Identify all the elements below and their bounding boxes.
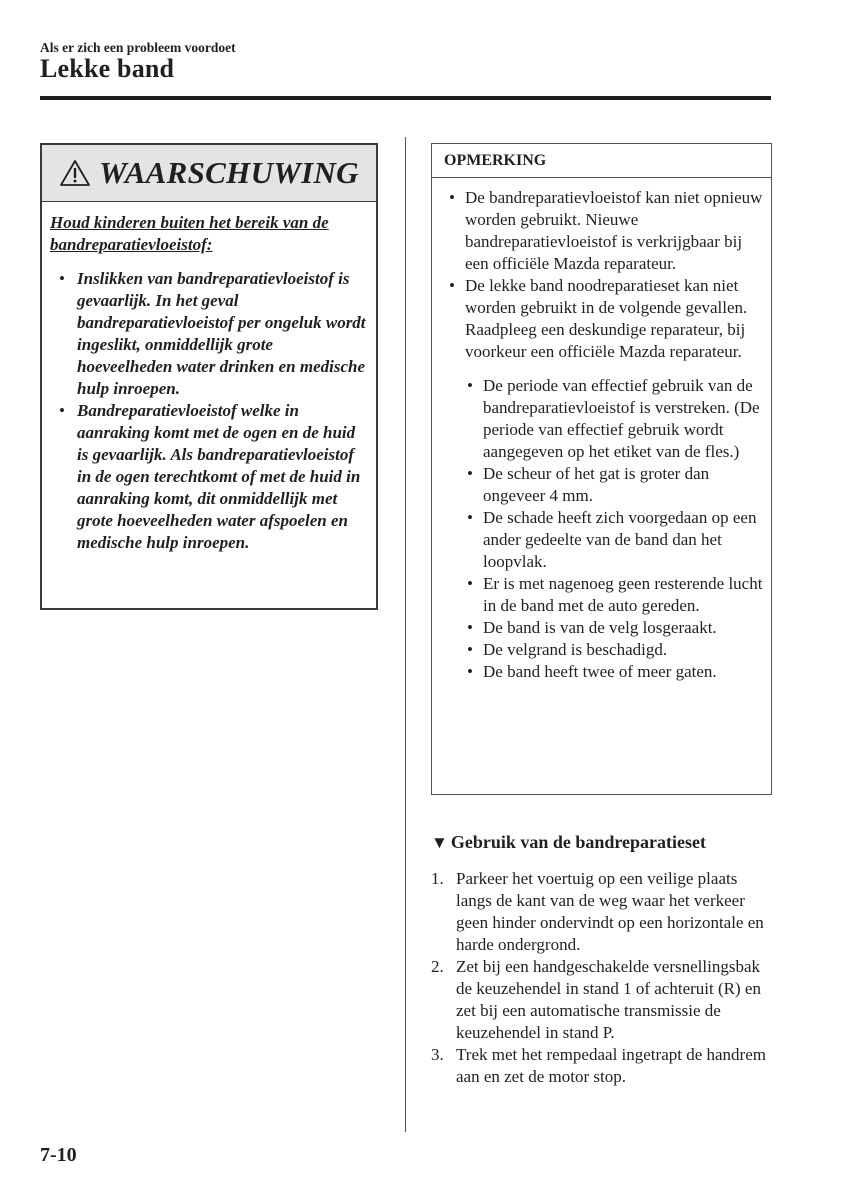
warning-triangle-icon <box>59 159 91 187</box>
column-divider <box>405 137 406 1132</box>
note-subitem <box>440 463 763 507</box>
note-item <box>440 187 763 275</box>
warning-body <box>42 202 376 554</box>
bullet-icon: • <box>449 188 455 207</box>
section-label: Als er zich een probleem voordoet <box>40 40 236 55</box>
note-subitem <box>440 573 763 617</box>
note-item-text: De bandreparatievloeistof kan niet opnieuw worden gebruikt. Nieuwe bandreparatievloeistof is verkrijgbaar bij een officiële Mazda reparateur. <box>465 188 763 273</box>
triangle-down-icon: ▼ <box>431 833 448 852</box>
note-item-continuation: Raadpleeg een deskundige reparateur, bij voorkeur een officiële Mazda reparateur. <box>465 320 746 361</box>
warning-lead: Houd kinderen buiten het bereik van de bandreparatievloeistof: <box>50 213 329 254</box>
page-title: Lekke band <box>40 54 175 83</box>
procedure-step <box>431 868 776 956</box>
procedure-step <box>431 1044 776 1088</box>
note-subitem <box>440 639 763 661</box>
bullet-icon: • <box>467 640 473 659</box>
note-subitem-text: Er is met nagenoeg geen resterende lucht in de band met de auto gereden. <box>483 574 763 615</box>
procedure-heading <box>431 832 706 853</box>
note-list <box>440 187 763 363</box>
note-subitem-text: De band heeft twee of meer gaten. <box>483 662 717 681</box>
bullet-icon: • <box>59 401 65 420</box>
warning-header <box>42 145 376 202</box>
step-number: 2. <box>431 957 444 976</box>
note-body <box>432 178 771 683</box>
bullet-icon: • <box>467 376 473 395</box>
bullet-icon: • <box>467 508 473 527</box>
page-number: 7-10 <box>40 1144 77 1166</box>
note-box <box>431 143 772 795</box>
procedure-step <box>431 956 776 1044</box>
warning-item-text: Inslikken van bandreparatievloeistof is gevaarlijk. In het geval bandreparatievloeistof per ongeluk wordt ingeslikt, onmiddellijk grote hoeveelheden water drinken en medische hulp inroepen. <box>77 269 366 398</box>
title-rule <box>40 96 771 100</box>
bullet-icon: • <box>467 662 473 681</box>
warning-list <box>50 268 368 554</box>
step-text: Zet bij een handgeschakelde versnellingsbak de keuzehendel in stand 1 of achteruit (R) en zet bij een automatische transmissie de keuzehendel in stand P. <box>456 957 761 1042</box>
note-subitem <box>440 507 763 573</box>
note-header: OPMERKING <box>432 144 771 178</box>
note-subitem-text: De schade heeft zich voorgedaan op een ander gedeelte van de band dan het loopvlak. <box>483 508 757 571</box>
note-item-text: De lekke band noodreparatieset kan niet worden gebruikt in de volgende gevallen. <box>465 276 748 317</box>
warning-title: WAARSCHUWING <box>99 155 359 190</box>
note-subitem <box>440 375 763 463</box>
note-subitem-text: De velgrand is beschadigd. <box>483 640 668 659</box>
step-text: Parkeer het voertuig op een veilige plaats langs de kant van de weg waar het verkeer geen hinder ondervindt op een horizontale en harde ondergrond. <box>456 869 764 954</box>
bullet-icon: • <box>59 269 65 288</box>
note-subitem-text: De band is van de velg losgeraakt. <box>483 618 717 637</box>
step-number: 1. <box>431 869 444 888</box>
note-sublist <box>440 375 763 683</box>
bullet-icon: • <box>467 618 473 637</box>
bullet-icon: • <box>449 276 455 295</box>
step-text: Trek met het rempedaal ingetrapt de handrem aan en zet de motor stop. <box>456 1045 766 1086</box>
warning-item <box>50 400 368 554</box>
note-subitem-text: De scheur of het gat is groter dan ongeveer 4 mm. <box>483 464 710 505</box>
warning-item-text: Bandreparatievloeistof welke in aanraking komt met de ogen en de huid is gevaarlijk. Als bandreparatievloeistof in de ogen terechtkomt of met de huid in aanraking komt, dit onmiddellijk met grote hoeveelheden water afspoelen en medische hulp inroepen. <box>77 401 361 552</box>
warning-item <box>50 268 368 400</box>
warning-box <box>40 143 378 610</box>
bullet-icon: • <box>467 464 473 483</box>
procedure-steps <box>431 868 776 1088</box>
bullet-icon: • <box>467 574 473 593</box>
note-item <box>440 275 763 363</box>
procedure-heading-text: Gebruik van de bandreparatieset <box>450 832 707 852</box>
note-subitem-text: De periode van effectief gebruik van de bandreparatievloeistof is verstreken. (De periode van effectief gebruik wordt aangegeven op het etiket van de fles.) <box>483 376 760 461</box>
note-subitem <box>440 661 763 683</box>
step-number: 3. <box>431 1045 444 1064</box>
note-subitem <box>440 617 763 639</box>
